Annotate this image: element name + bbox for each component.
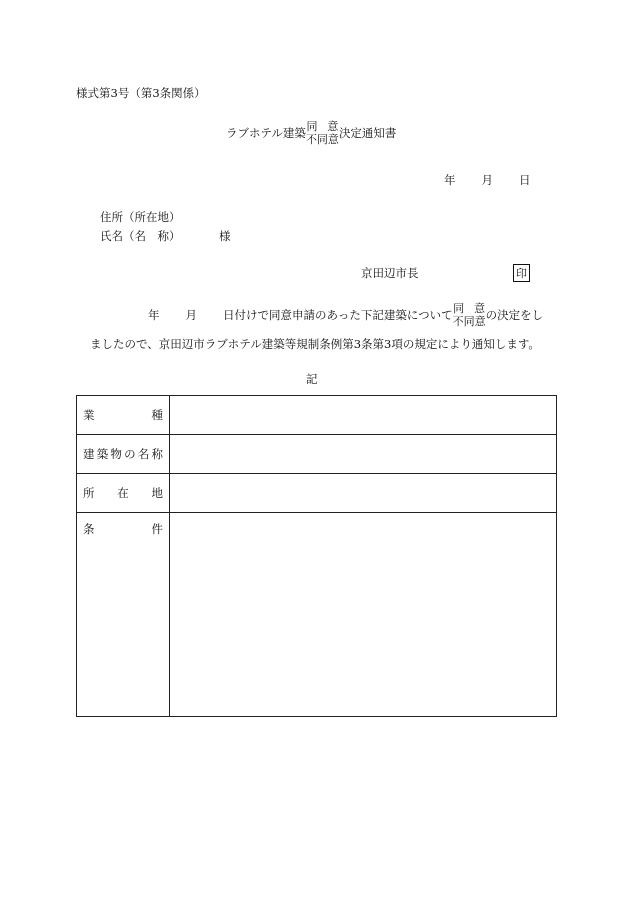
table-row: [77, 474, 557, 513]
address-label: 住所（所在地）: [100, 210, 181, 224]
date-month: 月: [481, 173, 493, 187]
ki-heading: 記: [306, 372, 318, 386]
seal-mark: 印: [513, 264, 530, 282]
option-agree: 同意: [306, 120, 349, 133]
body-month: 月: [185, 308, 197, 322]
row-label: 建築物の名称: [77, 435, 170, 474]
body-line-2: ましたので、京田辺市ラブホテル建築等規制条例第3条第3項の規定により通知します。: [90, 337, 540, 351]
option-disagree: 不同意: [305, 133, 339, 146]
title-options: [305, 120, 349, 146]
document-title: [226, 120, 396, 146]
row-value: [170, 435, 557, 474]
body-text: 日付けで同意申請のあった下記建築について: [223, 308, 453, 322]
table-row: [77, 513, 557, 717]
form-number: 様式第3号（第3条関係）: [76, 86, 206, 100]
sender-name: 京田辺市長: [361, 266, 419, 280]
table-row: [77, 396, 557, 435]
title-prefix: ラブホテル建築: [226, 126, 306, 140]
row-value: [170, 474, 557, 513]
title-suffix: 決定通知書: [338, 126, 397, 140]
body-year: 年: [148, 308, 160, 322]
details-table: [76, 395, 557, 717]
honorific: 様: [219, 229, 231, 243]
row-value: [170, 513, 557, 717]
table-row: [77, 435, 557, 474]
date-line: [444, 172, 531, 188]
option-agree: 同意: [453, 302, 496, 315]
date-year: 年: [444, 173, 456, 187]
row-label: 所在地: [77, 474, 170, 513]
row-label: 条件: [77, 513, 170, 717]
option-disagree: 不同意: [452, 315, 486, 328]
body-text-end: の決定をし: [485, 308, 544, 322]
row-label: 業種: [77, 396, 170, 435]
row-value: [170, 396, 557, 435]
date-day: 日: [519, 173, 531, 187]
name-label: 氏名（名 称）: [100, 229, 181, 243]
body-line-1: [148, 302, 543, 328]
body-options: [452, 302, 496, 328]
